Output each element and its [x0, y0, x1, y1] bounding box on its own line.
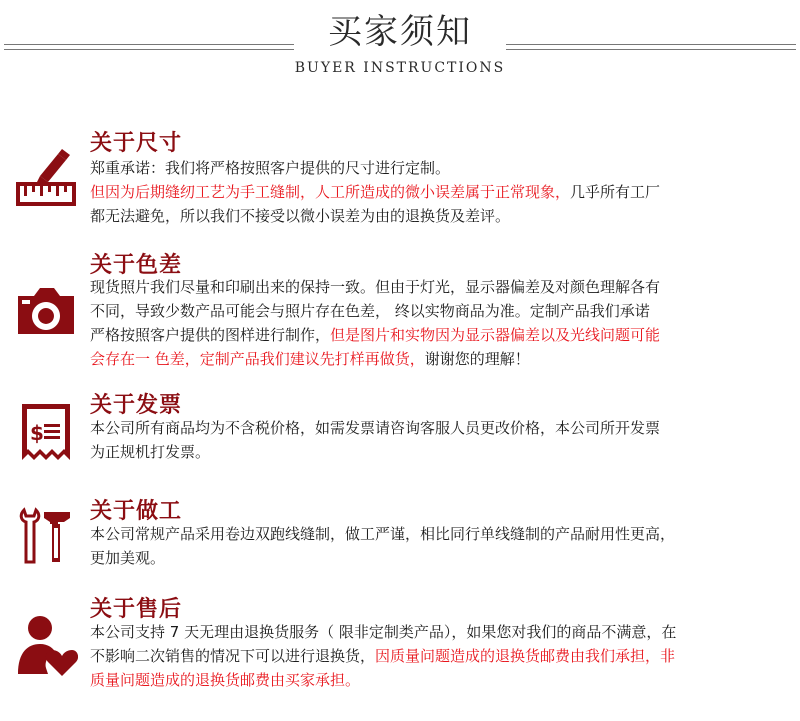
text-line: 郑重承诺：我们将严格按照客户提供的尺寸进行定制。: [90, 159, 451, 177]
svg-text:$: $: [30, 421, 44, 445]
wrench-hammer-icon: [14, 504, 78, 568]
section-body: [90, 156, 790, 228]
text-line: 为正规机打发票。: [90, 443, 211, 461]
camera-icon: [14, 278, 78, 342]
text-line: 会存在一 色差，定制产品我们建议先打样再做货，谢谢您的理解！: [90, 350, 530, 368]
section-body: [90, 522, 790, 570]
section-heading: 关于发票: [90, 393, 183, 418]
page-subtitle: BUYER INSTRUCTIONS: [294, 60, 506, 76]
section-body: [90, 275, 790, 371]
header: [0, 0, 800, 90]
text-line: 本公司常规产品采用卷边双跑线缝制，做工严谨，相比同行单线缝制的产品耐用性更高，: [90, 525, 676, 543]
text-line: 更加美观。: [90, 549, 166, 567]
section-heading: 关于售后: [90, 597, 183, 622]
ruler-pencil-icon: [14, 146, 78, 210]
section-heading: 关于色差: [90, 253, 183, 278]
text-line: 不影响二次销售的情况下可以进行退换货，因质量问题造成的退换货邮费由我们承担，非: [90, 647, 676, 665]
person-heart-icon: [14, 614, 78, 678]
text-line: 不同，导致少数产品可能会与照片存在色差， 终以实物商品为准。定制产品我们承诺: [90, 302, 650, 320]
text-line: 本公司所有商品均为不含税价格，如需发票请咨询客服人员更改价格，本公司所开发票: [90, 419, 661, 437]
text-line: 本公司支持 7 天无理由退换货服务（ 限非定制类产品），如果您对我们的商品不满意，在: [90, 623, 677, 641]
section-heading: 关于做工: [90, 499, 183, 524]
text-line: 严格按照客户提供的图样进行制作，但是图片和实物因为显示器偏差以及光线问题可能: [90, 326, 661, 344]
text-line: 都无法避免，所以我们不接受以微小误差为由的退换货及差评。: [90, 207, 511, 225]
section-body: [90, 416, 790, 464]
section-heading: 关于尺寸: [90, 131, 183, 156]
text-line: 现货照片我们尽量和印刷出来的保持一致。但由于灯光，显示器偏差及对颜色理解各有: [90, 278, 661, 296]
text-line: 但因为后期缝纫工艺为手工缝制，人工所造成的微小误差属于正常现象，几乎所有工厂: [90, 183, 661, 201]
page-title: 买家须知: [328, 12, 472, 52]
section-body: [90, 620, 790, 692]
text-line: 质量问题造成的退换货邮费由买家承担。: [90, 671, 361, 689]
invoice-icon: [14, 400, 78, 464]
